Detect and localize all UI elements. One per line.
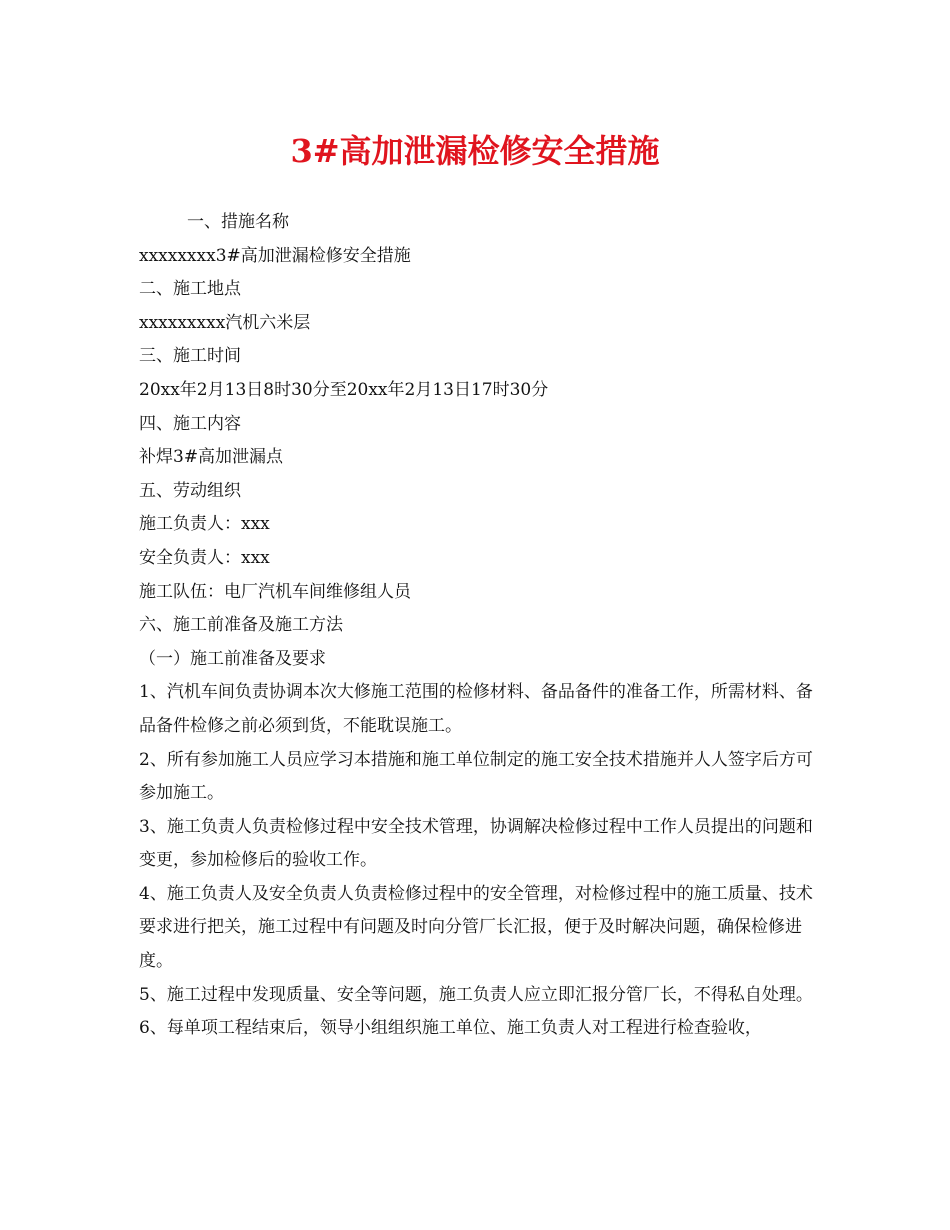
location-value: xxxxxxxxx汽机六米层 (139, 312, 311, 333)
section-heading-time: 三、施工时间 (139, 346, 241, 367)
paragraph-item-3: 3、施工负责人负责检修过程中安全技术管理，协调解决检修过程中工作人员提出的问题和变更，参加检修后的验收工作。 (139, 816, 813, 871)
paragraph-item-2: 2、所有参加施工人员应学习本措施和施工单位制定的施工安全技术措施并人人签字后方可参加施工。 (139, 749, 813, 804)
paragraph-item-6: 6、每单项工程结束后，领导小组组织施工单位、施工负责人对工程进行检查验收， (139, 1018, 762, 1039)
section-heading-measure-name: 一、措施名称 (187, 212, 289, 232)
paragraph-item-1: 1、汽机车间负责协调本次大修施工范围的检修材料、备品备件的准备工作，所需材料、备品备件检修之前必须到货，不能耽误施工。 (139, 682, 813, 736)
construction-leader: 施工负责人：xxx (139, 514, 270, 535)
document-title: 3#高加泄漏检修安全措施 (290, 132, 660, 170)
measure-name-value: xxxxxxxx3#高加泄漏检修安全措施 (139, 245, 411, 266)
paragraph-item-4: 4、施工负责人及安全负责人负责检修过程中的安全管理，对检修过程中的施工质量、技术要求进行把关，施工过程中有问题及时向分管厂长汇报，便于及时解决问题，确保检修进度。 (139, 883, 813, 972)
time-value: 20xx年2月13日8时30分至20xx年2月13日17时30分 (139, 379, 549, 400)
safety-leader: 安全负责人：xxx (139, 547, 270, 568)
document-body (139, 206, 829, 1046)
section-heading-organization: 五、劳动组织 (139, 480, 241, 501)
section-heading-content: 四、施工内容 (139, 413, 241, 434)
subsection-heading-preparation: （一）施工前准备及要求 (139, 648, 326, 669)
section-heading-preparation: 六、施工前准备及施工方法 (139, 615, 343, 636)
construction-team: 施工队伍：电厂汽机车间维修组人员 (139, 581, 411, 602)
paragraph-item-5: 5、施工过程中发现质量、安全等问题，施工负责人应立即汇报分管厂长，不得私自处理。 (139, 984, 813, 1005)
content-value: 补焊3#高加泄漏点 (139, 447, 284, 468)
section-heading-location: 二、施工地点 (139, 279, 241, 300)
